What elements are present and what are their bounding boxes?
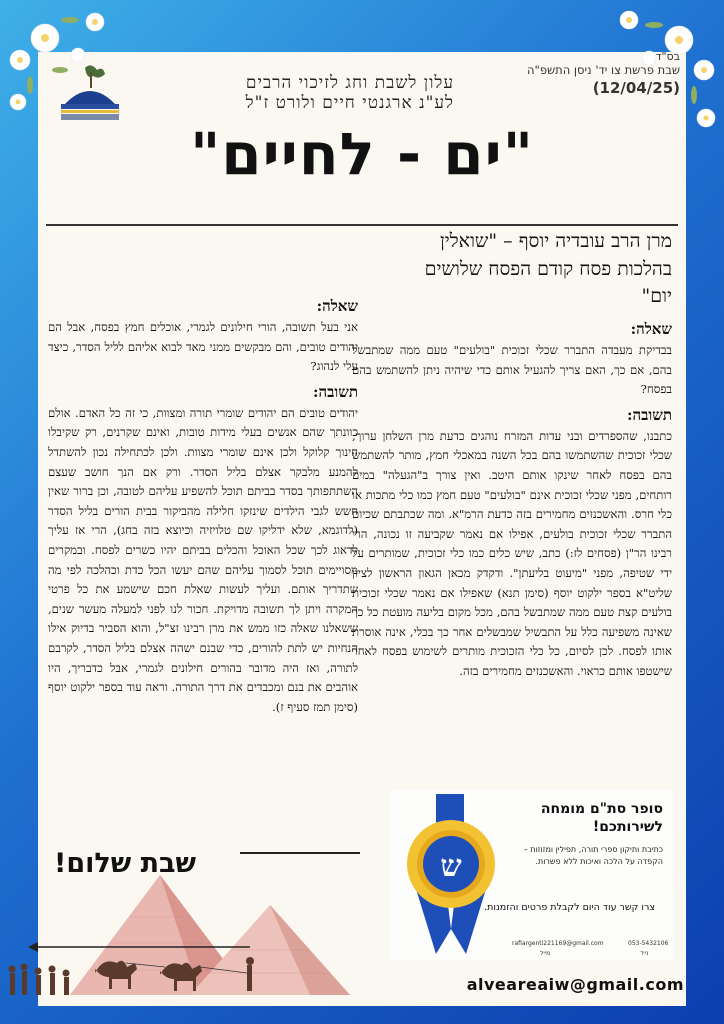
right-answer-label: תשובה: <box>627 405 672 424</box>
left-answer-label: תשובה: <box>313 382 358 401</box>
date-label: (12/04/25) <box>592 79 680 97</box>
ad-description <box>493 844 663 867</box>
subtitle-line3: יום" <box>641 285 672 308</box>
subtitle-line1: מרן הרב עובדיה יוסף – "שואלין <box>439 230 672 252</box>
right-question-label: שאלה: <box>630 320 672 338</box>
footer-email-link[interactable]: alveareaiw@gmail.com <box>466 975 684 994</box>
ad-contact-text: צרו קשר עוד היום לקבלת פרטים והזמנות. <box>484 902 655 913</box>
divider-line <box>240 852 360 854</box>
header-date-block <box>480 50 680 97</box>
kotel-logo-icon <box>55 64 125 122</box>
title-divider <box>46 224 678 226</box>
shabbat-shalom-label: שבת שלום! <box>54 848 196 879</box>
ad-phone-small[interactable]: 053-5432106 <box>628 940 669 947</box>
left-column <box>48 295 358 717</box>
header-title <box>154 74 454 113</box>
subtitle-line2: בהלכות פסח קודם הפסח שלושים <box>424 257 672 280</box>
ad-phone-label: נייד <box>640 950 649 957</box>
parsha-line: שבת פרשת צו יד' ניסן התשפ"ה <box>527 63 680 77</box>
header-title-line2: לע"נ ארגנטי חיים ולורט ז"ל <box>245 92 454 113</box>
ad-email-small[interactable]: rafiargenti221169@gmail.com <box>512 940 604 947</box>
main-title: "ים - לחיים" <box>190 120 534 188</box>
ad-sub-line2: הקפדה על הלכה ואיכות ללא פשרות. <box>535 856 663 866</box>
pyramids-camels-icon <box>0 855 380 1005</box>
scribe-ad <box>390 790 673 960</box>
ad-title <box>493 800 663 836</box>
right-answer-text: כתבנו, שהספרדים ובני עדות המזרח נוהגים כדעת מרן השלחן ערוך, שכלי זכוכית שהשתמשו בהם בכל השנה במאכלי חמץ, מותר להשתמש בהם בפסח לאחר שינקו אותם היטב. ואין צורך ב"הגעלה" במים רותחים, מפני שכלי זכוכית אינם "בולעים" טעם חמץ כמו כלי מתכות או כלי חרס. והאשכנזים מחמירים בזה כדעת הרמ"א. ומה שכתבתם שכיום התברר שכלי זכוכית בולעים, אפילו אם נאמר שקביעה זו נכונה, הרי רבינו הר"ן (פסחים לז:) כתב, שיש כלים כמו כלי זכוכית, שמותרים על ידי שטיפה, מפני "מיעוט בליעתן". ודקדק מכאן הגאון הראשון לציון שליט"א בספר ילקוט יוסף (סימן תנא) שאפילו אם נאמר שכלי זכוכית בולעים קצת טעם ממה שמתבשל בהם, מכל מקום בליעה מועטת כל כך שאינה משפיעה כלל על התבשיל שמבשלים אחר כך בכלי, אינה אוסרת אותו לפסח. לכן לסיום, כל כלי הזכוכית מותרים לשימוש בפסח לאחר שישטפו אותם כראוי. והאשכנזים מחמירים בזה. <box>352 428 672 678</box>
left-question-text: אני בעל תשובה, הורי חילונים לגמרי, אוכלים חמץ בפסח, אבל הם יהודים טובים, והם מבקשים ממני מאד לבוא אליהם לליל הסדר, כיצד עלי לנהוג? <box>48 320 358 374</box>
right-question-text: בבדיקת מעבדה התברר שכלי זכוכית "בולעים" טעם ממה שמתבשל בהם, אם כך, האם צריך להגעיל אותם כדי שיהיה ניתן להשתמש בהם בפסח? <box>352 343 672 397</box>
ad-title-line1: סופר סת"ם מומחה <box>540 801 663 817</box>
left-answer-text: יהודים טובים הם יהודים שומרי תורה ומצוות, כי זה כל האדם. אולם כוונתך שהם אנשים בעלי מידות טובות, ואינם שקרנים, רק שקיבלו חינוך קלוקל ולכן אינם שומרי מצוות. ולכן לכתחילה נכון להשתדל להמנע מלבקר אצלם בליל הסדר. ורק אם הנך חושב שעצם השתתפותך בסדר בביתם תוכל להשפיע עליהם לטובה, וכן ברור שאין חשש לגבי הילדים שינזקו חלילה מהביקור בבית הורים בליל הסדר (לדוגמא, שלא ידליקו שם טלויזיה וכיוצא בזה בחג), הרי אז עליך לדאוג לכך שכל האוכל והכלים בביתם יהיו כשרים לפסח. ובמקרים מסויימים תוכל לסמוך עליהם שהם יעשו הכל כדת וכהלכה לפי מה שתדריך אותם. ועליך לעשות שאלת חכם שישמע את כל פרטי המקרה ויתן לך תשובה מדויקת. חכור לנו לפני למעלה מעשר שנים, ששאלנו שאלה כזו ממש את מרן רבינו זצ"ל, והוא הסביר בדיוק אילו הנחיות יש לתת להורים, כדי שבנם ישהה אצלם בליל הסדר, לקרבם לתורה, ואז היה מדובר בהורים חילונים לגמרי, אבל כדבריך, היו אוהבים את בנם ומכבדים את דרך התורה. וראה עוד בספר ילקוט יוסף (סימן תמז סעיף ז). <box>48 405 358 714</box>
right-column <box>352 318 672 682</box>
ad-sub-line1: כתיבת ותיקון ספרי תורה, תפילין ומזוזות – <box>523 845 663 854</box>
header-title-line1: עלון לשבת וחג לזיכוי הרבים <box>245 73 454 93</box>
ad-title-line2: לשירותכם! <box>592 819 663 836</box>
ad-badge-letter: ש <box>440 849 462 884</box>
ad-email-label: מייל <box>540 950 551 957</box>
bs-label: בס"ד <box>655 50 680 63</box>
award-ribbon-icon <box>396 794 506 954</box>
left-question-label: שאלה: <box>316 297 358 315</box>
